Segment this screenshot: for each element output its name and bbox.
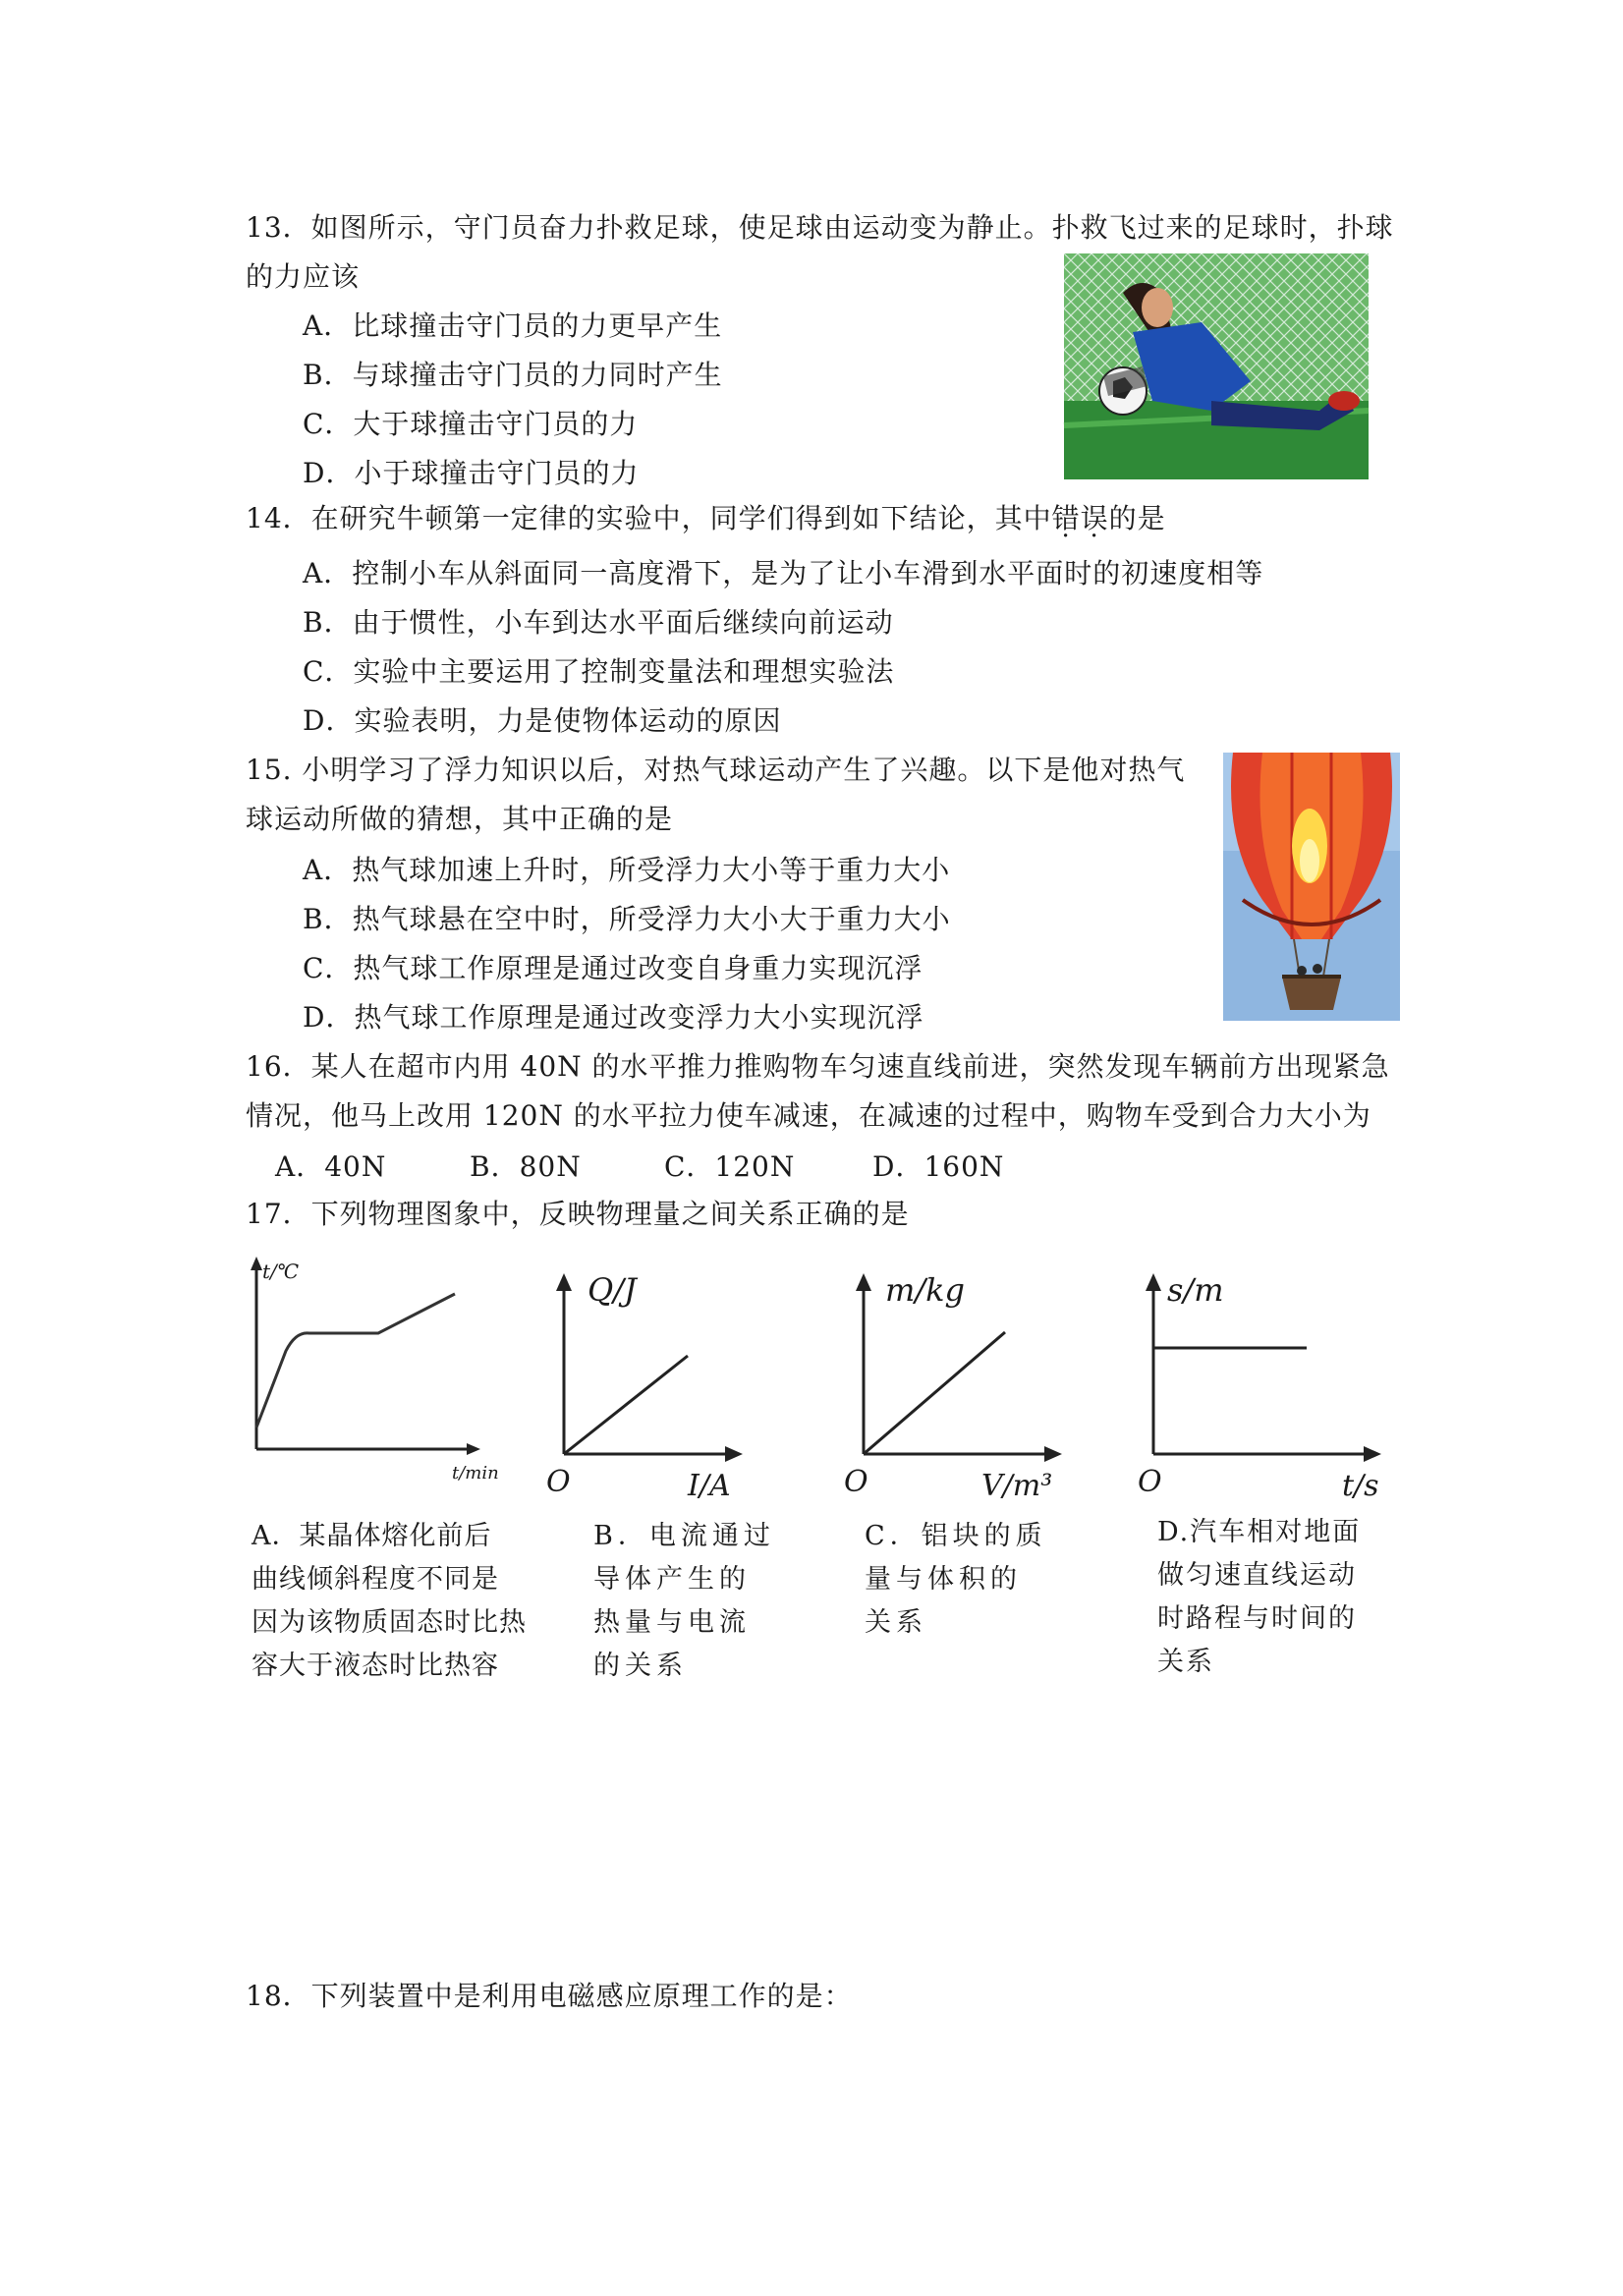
graph-b-caption-line: 热量与电流 (593, 1607, 751, 1638)
hot-air-balloon-photo (1223, 753, 1400, 1021)
graph-a-x-arrow (467, 1443, 480, 1455)
graph-b-ylabel: Q/J (588, 1271, 637, 1309)
q14-stem-post: 的是 (1108, 502, 1166, 534)
graph-c-y-arrow (856, 1273, 871, 1291)
q14-option-d: D．实验表明，力是使物体运动的原因 (303, 704, 782, 737)
graph-b-xlabel: I/A (688, 1469, 731, 1503)
q16-stem-line2: 情况，他马上改用 120N 的水平拉力使车减速，在减速的过程中，购物车受到合力大小为 (246, 1099, 1371, 1132)
graph-c-ylabel: m/kg (885, 1271, 965, 1309)
q14-option-a: A．控制小车从斜面同一高度滑下，是为了让小车滑到水平面时的初速度相等 (303, 557, 1264, 589)
goalkeeper-photo (1064, 253, 1369, 479)
graph-b-caption (593, 1515, 780, 1688)
graph-b-caption-line: B．电流通过 (593, 1521, 775, 1551)
q16-option-d: D．160N (872, 1150, 1005, 1183)
q13-stem-line1: 13．如图所示，守门员奋力扑救足球，使足球由运动变为静止。扑救飞过来的足球时，扑球 (246, 211, 1394, 244)
q15-stem-line1: 15. 小明学习了浮力知识以后，对热气球运动产生了兴趣。以下是他对热气 (246, 754, 1186, 786)
graph-a-caption-line: A．某晶体熔化前后 (252, 1521, 492, 1551)
q14-stem (246, 499, 1166, 538)
graph-a-caption-line: 容大于液态时比热容 (252, 1651, 499, 1681)
graph-c-xlabel: V/m³ (981, 1469, 1053, 1503)
q14-option-c: C．实验中主要运用了控制变量法和理想实验法 (303, 655, 895, 688)
graph-c (840, 1267, 1066, 1503)
q14-option-b: B．由于惯性，小车到达水平面后继续向前运动 (303, 606, 894, 639)
q13-option-b: B．与球撞击守门员的力同时产生 (303, 359, 723, 391)
q15-option-a: A．热气球加速上升时，所受浮力大小等于重力大小 (303, 854, 951, 886)
graph-d-caption-line: 关系 (1157, 1647, 1214, 1677)
q14-stem-pre: 14．在研究牛顿第一定律的实验中，同学们得到如下结论，其中 (246, 502, 1052, 534)
graph-b-caption-line: 的关系 (593, 1651, 688, 1681)
graph-a-ylabel: t/℃ (262, 1260, 300, 1283)
graph-a-xlabel: t/min (452, 1463, 499, 1484)
graph-a-caption-line: 因为该物质固态时比热 (252, 1607, 527, 1638)
graph-c-caption (865, 1515, 1051, 1645)
q15-stem-line2: 球运动所做的猜想，其中正确的是 (246, 803, 674, 835)
graph-a (241, 1253, 499, 1488)
graph-a-y-arrow (251, 1257, 262, 1270)
graph-b-y-arrow (556, 1273, 572, 1291)
q13-option-c: C．大于球撞击守门员的力 (303, 408, 639, 440)
graph-b-line (564, 1356, 688, 1454)
q15-option-d: D．热气球工作原理是通过改变浮力大小实现沉浮 (303, 1001, 924, 1034)
q18-stem: 18．下列装置中是利用电磁感应原理工作的是： (246, 1980, 853, 2012)
graph-d-xlabel: t/s (1342, 1469, 1379, 1503)
graph-c-caption-line: 关系 (865, 1607, 927, 1638)
graph-d-caption-line: D.汽车相对地面 (1157, 1517, 1362, 1547)
graph-c-x-arrow (1044, 1446, 1062, 1462)
graph-c-origin: O (844, 1465, 868, 1499)
q14-stem-emphasis-2: 误 (1080, 502, 1109, 534)
graph-b (540, 1267, 747, 1503)
graph-a-caption-line: 曲线倾斜程度不同是 (252, 1564, 499, 1595)
graph-a-curve (256, 1294, 455, 1428)
q15-option-c: C．热气球工作原理是通过改变自身重力实现沉浮 (303, 952, 923, 984)
graph-d-ylabel: s/m (1167, 1271, 1224, 1309)
q16-stem-line1: 16．某人在超市内用 40N 的水平推力推购物车匀速直线前进，突然发现车辆前方出现紧急 (246, 1050, 1390, 1083)
graph-d-origin: O (1138, 1465, 1162, 1499)
graph-c-caption-line: C．铝块的质 (865, 1521, 1047, 1551)
graph-d (1130, 1267, 1385, 1503)
q13-stem-line2: 的力应该 (246, 260, 361, 293)
graph-b-origin: O (546, 1465, 571, 1499)
q16-option-c: C．120N (664, 1150, 796, 1183)
graph-d-caption-line: 做匀速直线运动 (1157, 1560, 1357, 1591)
graph-a-caption (252, 1515, 576, 1688)
graph-b-caption-line: 导体产生的 (593, 1564, 751, 1595)
graph-d-y-arrow (1146, 1273, 1161, 1291)
graph-c-line (864, 1332, 1005, 1454)
q16-option-b: B．80N (470, 1150, 582, 1183)
graph-c-caption-line: 量与体积的 (865, 1564, 1022, 1595)
graph-d-x-arrow (1364, 1446, 1381, 1462)
graph-b-x-arrow (725, 1446, 743, 1462)
q16-option-a: A．40N (275, 1150, 387, 1183)
q13-option-a: A．比球撞击守门员的力更早产生 (303, 309, 723, 342)
graph-d-caption-line: 时路程与时间的 (1157, 1603, 1357, 1634)
q17-stem: 17．下列物理图象中，反映物理量之间关系正确的是 (246, 1198, 910, 1230)
q14-stem-emphasis-1: 错 (1051, 502, 1081, 534)
graph-d-caption (1157, 1511, 1393, 1684)
q15-option-b: B．热气球悬在空中时，所受浮力大小大于重力大小 (303, 903, 951, 935)
q13-option-d: D．小于球撞击守门员的力 (303, 457, 640, 489)
